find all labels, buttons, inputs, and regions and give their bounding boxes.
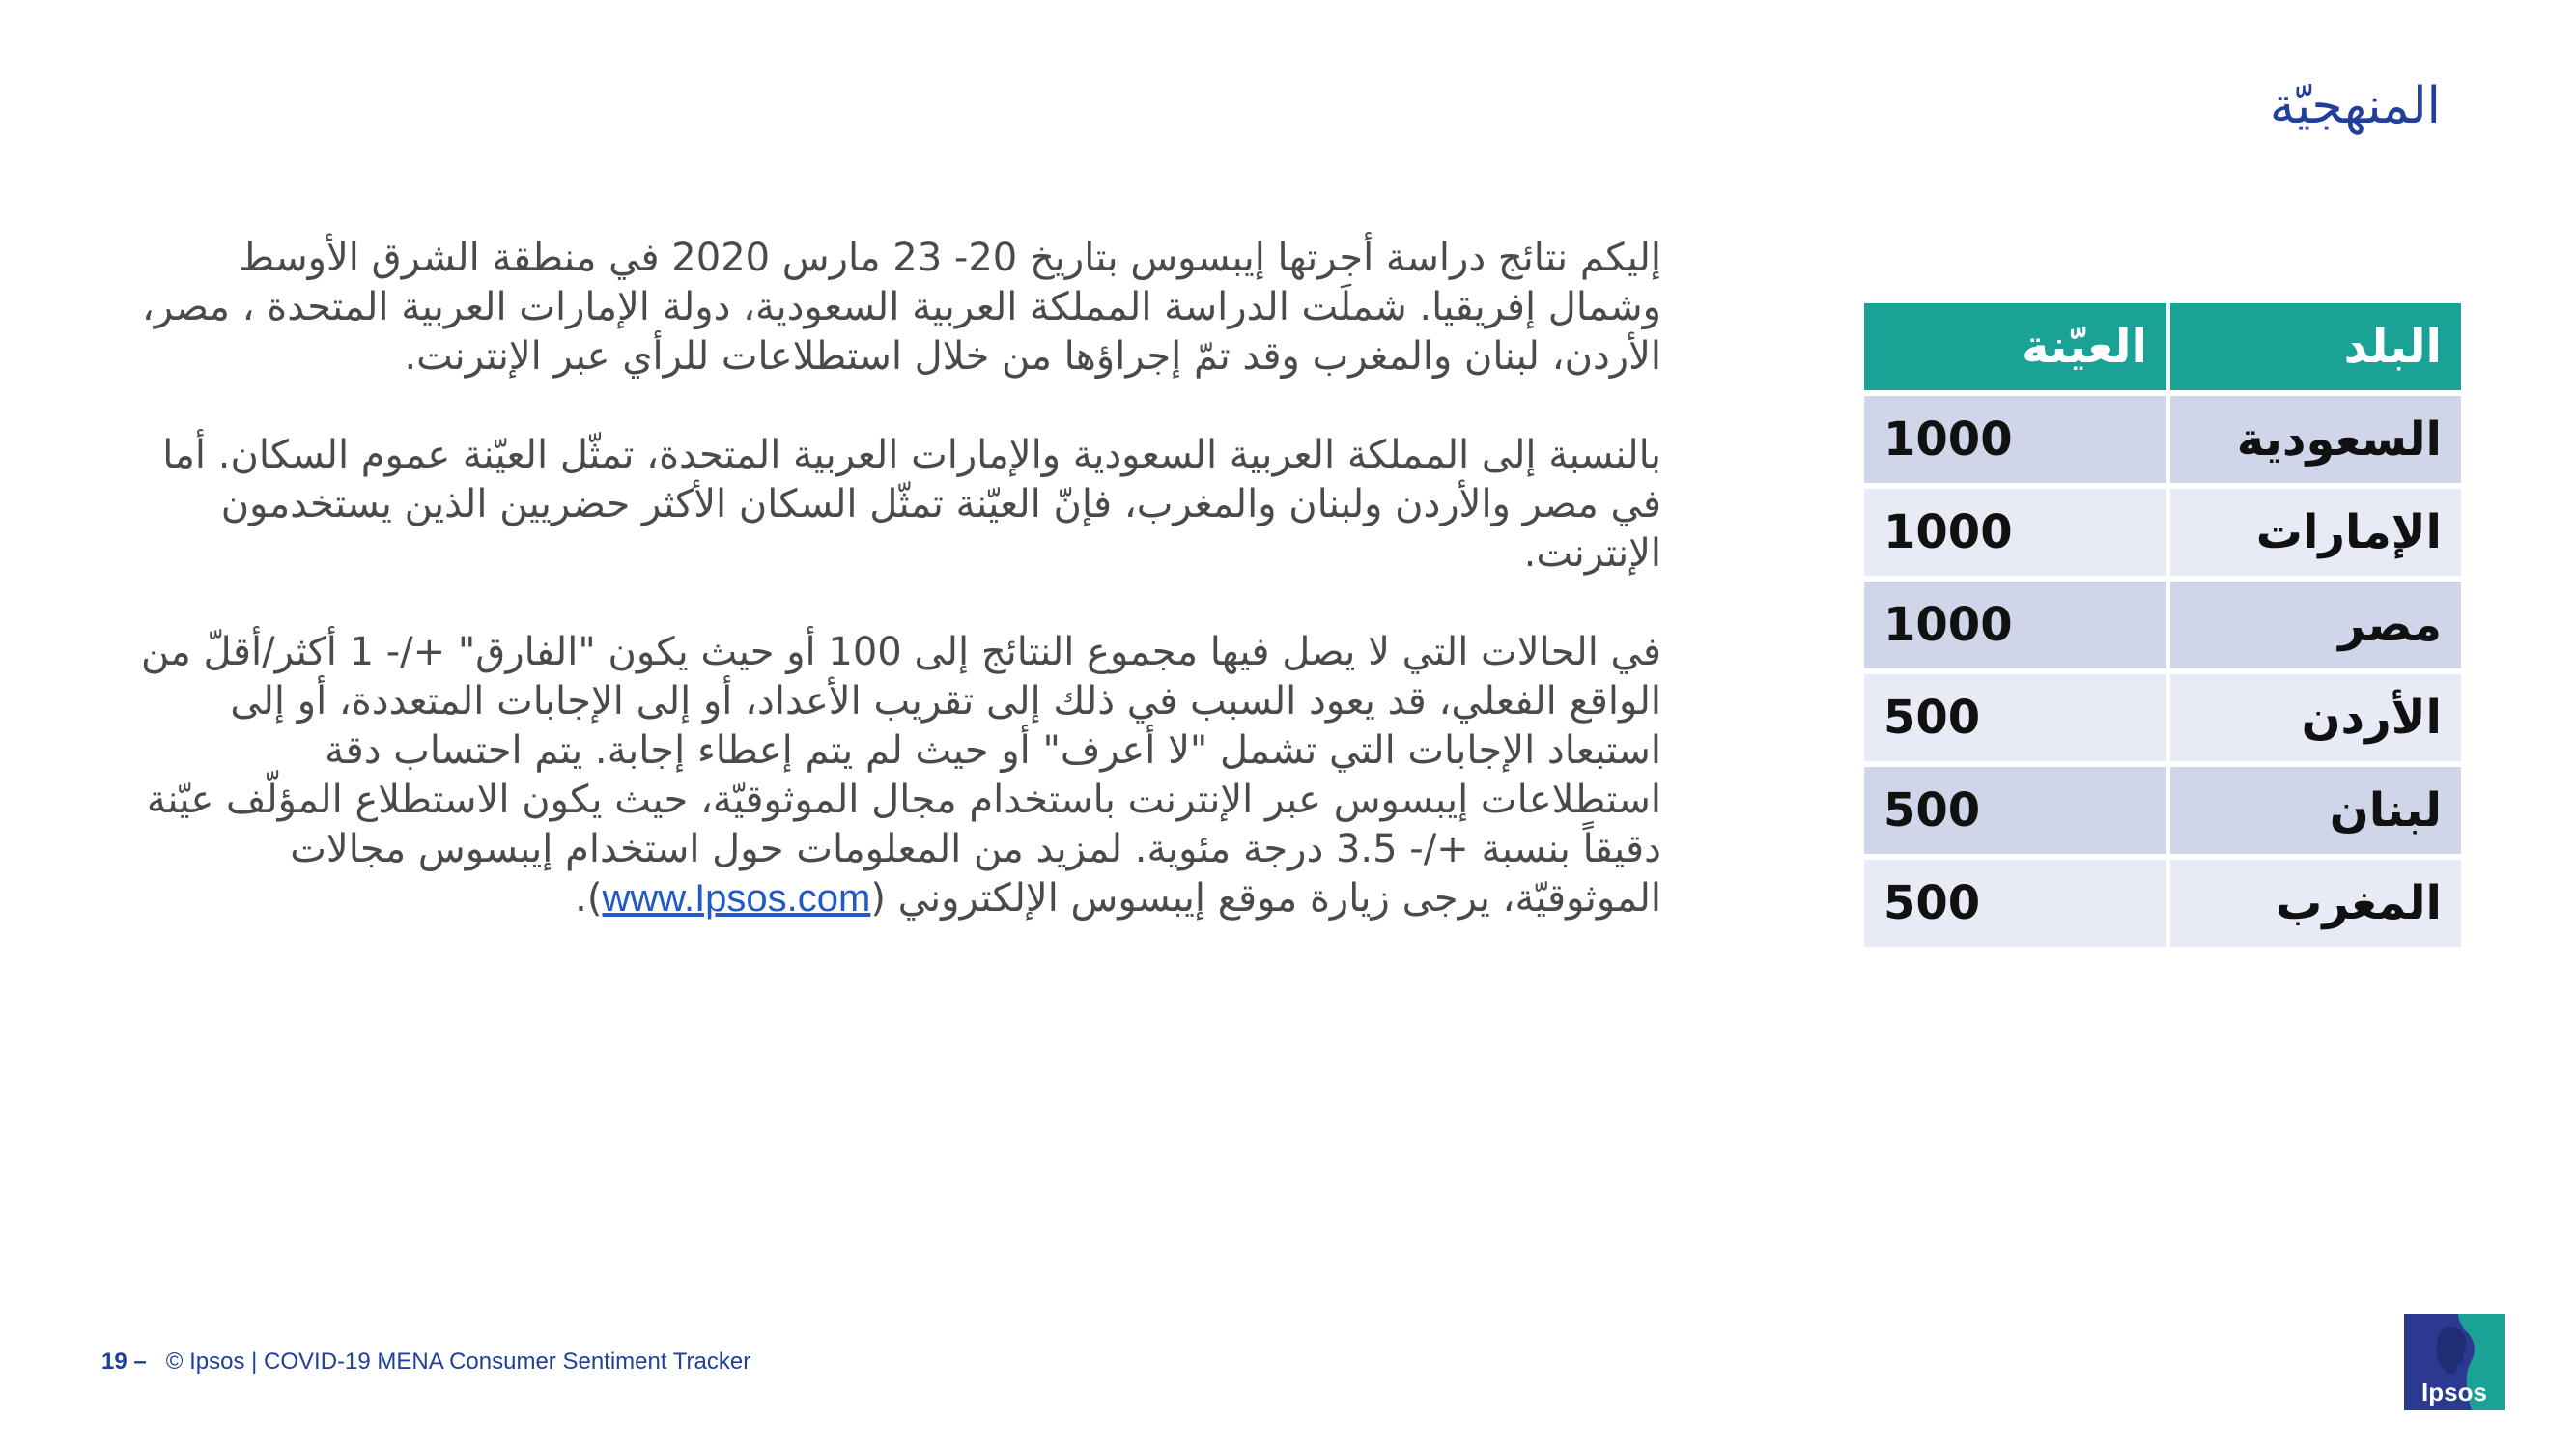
country-cell: لبنان [2166, 767, 2461, 860]
country-cell: الإمارات [2166, 489, 2461, 582]
sample-cell: 500 [1864, 767, 2166, 860]
footer-separator: – [133, 1349, 147, 1375]
sample-cell: 1000 [1864, 582, 2166, 674]
footer [101, 1349, 750, 1376]
ipsos-logo [2404, 1314, 2505, 1410]
paragraph-1: إليكم نتائج دراسة أجرتها إيبسوس بتاريخ 20- 23 مارس 2020 في منطقة الشرق الأوسط وشمال إفريقيا. شملَت الدراسة المملكة العربية السعودية، دولة الإمارات العربية المتحدة ، مصر، الأردن، لبنان والمغرب وقد تمّ إجراؤها من خلال استطلاعات للرأي عبر الإنترنت. [141, 236, 1661, 379]
sample-cell: 1000 [1864, 489, 2166, 582]
header-sample: العيّنة [1864, 303, 2166, 396]
methodology-text [135, 234, 1661, 923]
country-cell: الأردن [2166, 674, 2461, 767]
paragraph-2: بالنسبة إلى المملكة العربية السعودية والإمارات العربية المتحدة، تمثّل العيّنة عموم السكان. أما في مصر والأردن ولبنان والمغرب، فإنّ العيّنة تمثّل السكان الأكثر حضريين الذين يستخدمون الإنترنت. [162, 433, 1661, 576]
logo-text: Ipsos [2421, 1378, 2487, 1406]
paragraph-3 [135, 628, 1661, 923]
country-cell: السعودية [2166, 396, 2461, 489]
table-row [1864, 860, 2461, 952]
ipsos-website-link[interactable]: www.Ipsos.com [602, 877, 871, 920]
country-cell: مصر [2166, 582, 2461, 674]
sample-cell: 500 [1864, 860, 2166, 952]
sample-size-table [1864, 303, 2461, 952]
table-row [1864, 396, 2461, 489]
footer-text: © Ipsos | COVID-19 MENA Consumer Sentiment Tracker [165, 1349, 751, 1375]
table-row [1864, 489, 2461, 582]
table-header-row [1864, 303, 2461, 396]
table-row [1864, 582, 2461, 674]
paragraph-3-end: ). [575, 876, 603, 921]
sample-cell: 500 [1864, 674, 2166, 767]
page-title: المنهجيّة [2269, 77, 2441, 135]
header-country: البلد [2166, 303, 2461, 396]
page-number: 19 [101, 1349, 127, 1375]
table-row [1864, 674, 2461, 767]
country-cell: المغرب [2166, 860, 2461, 952]
table-row [1864, 767, 2461, 860]
sample-cell: 1000 [1864, 396, 2166, 489]
paragraph-3-text: في الحالات التي لا يصل فيها مجموع النتائج إلى 100 أو حيث يكون "الفارق" +/- 1 أكثر/أقلّ من الواقع الفعلي، قد يعود السبب في ذلك إلى تقريب الأعداد، أو إلى الإجابات المتعددة، أو إلى استبعاد الإجابات التي تشمل "لا أعرف" أو حيث لم يتم إعطاء إجابة. يتم احتساب دقة استطلاعات إيبسوس عبر الإنترنت باستخدام مجال الموثوقيّة، حيث يكون الاستطلاع المؤلّف عيّنة دقيقاً بنسبة +/- 3.5 درجة مئوية. لمزيد من المعلومات حول استخدام إيبسوس مجالات الموثوقيّة، يرجى زيارة موقع إيبسوس الإلكتروني ( [140, 630, 1661, 921]
